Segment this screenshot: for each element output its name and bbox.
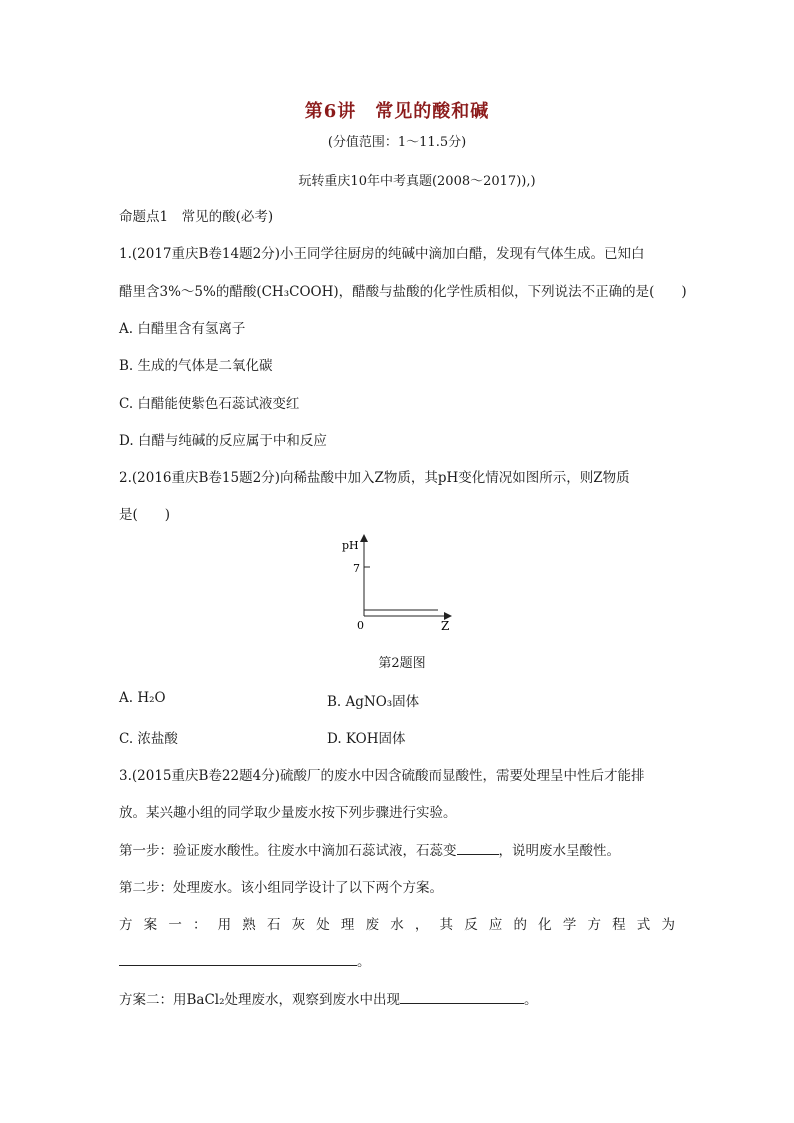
q3-plan2-blank[interactable] [400, 989, 524, 1004]
q3-plan1-line [119, 913, 675, 933]
q3-stem-line2: 放。某兴趣小组的同学取少量废水按下列步骤进行实验。 [119, 805, 457, 821]
q2-figure-caption: 第2题图 [378, 656, 426, 671]
q3-step1 [119, 839, 620, 859]
q1-option-c: C. 白醋能使紫色石蕊试液变红 [119, 396, 300, 412]
plan1-char: 化 [538, 917, 552, 933]
plan1-char: 一 [168, 917, 182, 933]
q3-plan2 [119, 988, 538, 1008]
plan1-char: 应 [488, 917, 503, 933]
q1-stem-line1: 1.(2017重庆B卷14题2分)小王同学往厨房的纯碱中滴加白醋，发现有气体生成。已知白 [119, 246, 645, 262]
plan1-char: ， [414, 917, 429, 933]
q3-plan1-end: 。 [357, 954, 371, 970]
q2-option-c: C. 浓盐酸 [119, 731, 178, 747]
section-heading: 命题点1 常见的酸(必考) [119, 209, 274, 225]
plan1-char: 石 [266, 917, 281, 933]
plan1-char: 废 [365, 917, 380, 933]
q3-plan1-answer [119, 950, 371, 970]
q3-step1-blank[interactable] [457, 840, 499, 855]
q2-option-b: B. AgNO₃固体 [327, 694, 420, 710]
plan1-char: 案 [143, 917, 158, 933]
q1-option-b: B. 生成的气体是二氧化碳 [119, 358, 273, 374]
score-range: (分值范围：1～11.5分) [327, 135, 467, 150]
plan1-char: 水 [390, 917, 404, 933]
plan1-char: 的 [513, 917, 527, 933]
plan1-char: ： [192, 917, 207, 933]
q2-option-a: A. H₂O [119, 690, 166, 706]
plan1-char: 方 [119, 917, 133, 933]
plan1-char: 为 [661, 917, 675, 933]
plan1-char: 学 [562, 917, 577, 933]
plan1-char: 理 [340, 917, 355, 933]
plan1-char: 用 [217, 917, 232, 933]
plan1-char: 程 [612, 917, 626, 933]
y-tick-label: 7 [353, 562, 360, 575]
origin-label: 0 [357, 619, 364, 632]
q3-plan1-blank[interactable] [119, 951, 357, 966]
ph-graph [330, 532, 460, 636]
x-axis-label: Z [441, 619, 450, 633]
q1-stem-line2: 醋里含3%～5%的醋酸(CH₃COOH)，醋酸与盐酸的化学性质相似，下列说法不正确的是( ) [119, 284, 687, 300]
q1-option-d: D. 白醋与纯碱的反应属于中和反应 [119, 433, 327, 449]
q3-plan2-text: 方案二：用BaCl₂处理废水，观察到废水中出现 [119, 992, 401, 1008]
q2-stem-line2: 是( ) [119, 507, 171, 523]
q3-step1-text-end: ，说明废水呈酸性。 [498, 843, 620, 859]
plan1-char: 式 [636, 917, 651, 933]
q3-step1-text: 第一步：验证废水酸性。往废水中滴加石蕊试液，石蕊变 [119, 843, 457, 859]
q3-plan2-end: 。 [524, 992, 538, 1008]
page-title: 第6讲 常见的酸和碱 [304, 101, 490, 122]
q2-option-d: D. KOH固体 [327, 731, 406, 747]
q1-option-a: A. 白醋里含有氢离子 [119, 321, 246, 337]
plan1-char: 熟 [242, 917, 256, 933]
section-subtitle: 玩转重庆10年中考真题(2008～2017)),) [298, 174, 536, 189]
q3-stem-line1: 3.(2015重庆B卷22题4分)硫酸厂的废水中因含硫酸而显酸性，需要处理呈中性后才能排 [119, 768, 645, 784]
plan1-char: 灰 [291, 917, 306, 933]
plan1-char: 反 [464, 917, 478, 933]
q2-stem-line1: 2.(2016重庆B卷15题2分)向稀盐酸中加入Z物质，其pH变化情况如图所示，则Z物质 [119, 470, 630, 486]
plan1-char: 方 [587, 917, 601, 933]
plan1-char: 处 [316, 917, 330, 933]
plan1-char: 其 [439, 917, 454, 933]
q3-step2: 第二步：处理废水。该小组同学设计了以下两个方案。 [119, 880, 443, 896]
y-axis-label: pH [342, 539, 359, 552]
